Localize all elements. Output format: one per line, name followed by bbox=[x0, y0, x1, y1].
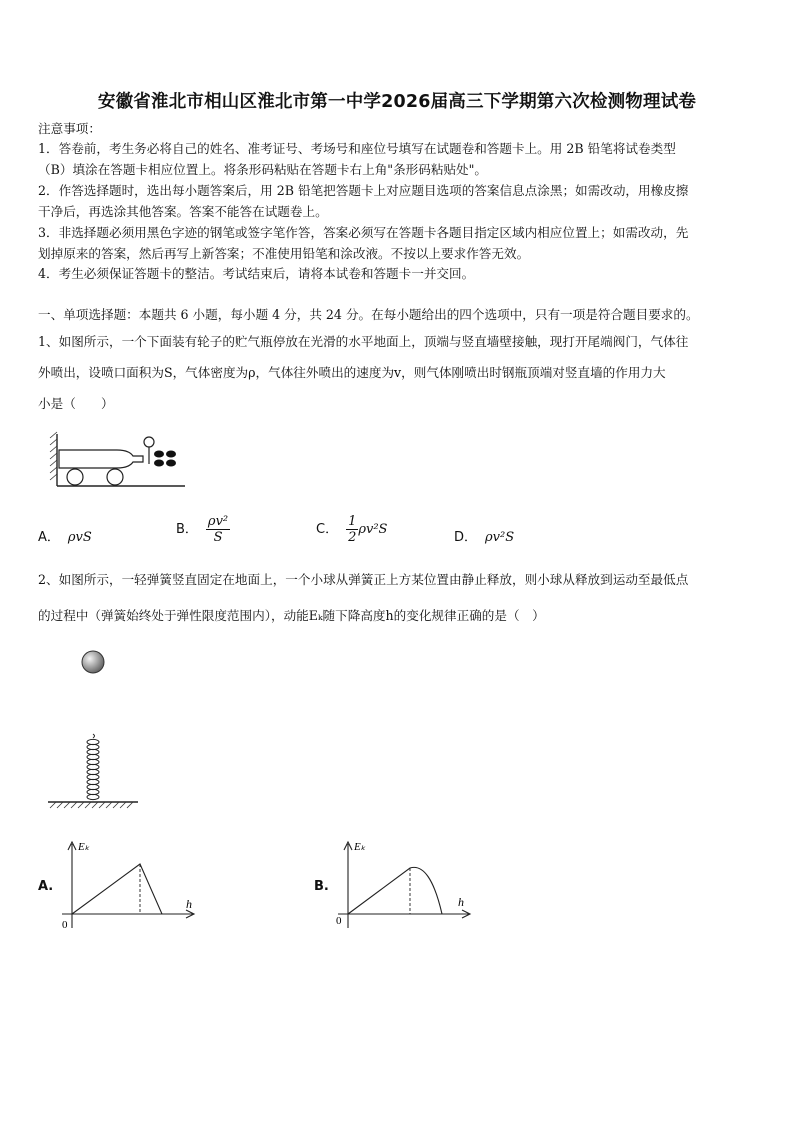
q1-option-c-fraction bbox=[346, 514, 358, 545]
q1-option-b-denominator: S bbox=[213, 530, 223, 545]
notes-heading: 注意事项： bbox=[38, 121, 101, 136]
graph-a bbox=[58, 838, 198, 938]
q1-option-c-numerator: 1 bbox=[348, 514, 357, 529]
q1-option-a-expr: ρvS bbox=[67, 530, 92, 545]
q1-option-a-label: A． bbox=[38, 530, 60, 545]
graph-b-origin: 0 bbox=[336, 915, 342, 927]
q1-option-d[interactable] bbox=[454, 526, 514, 545]
ball-spring-figure bbox=[44, 648, 154, 808]
q1-option-c-label: C． bbox=[316, 522, 339, 537]
q1-option-c-denominator: 2 bbox=[348, 530, 357, 545]
graph-a-ylabel: Eₖ bbox=[78, 841, 90, 853]
page-title: 安徽省淮北市相山区淮北市第一中学2026届高三下学期第六次检测物理试卷 bbox=[97, 92, 697, 112]
note-4: 4．考生必须保证答题卡的整洁。考试结束后，请将本试卷和答题卡一并交回。 bbox=[38, 266, 475, 281]
q1-option-b-numerator: ρv² bbox=[207, 514, 229, 529]
q1-option-d-label: D． bbox=[454, 530, 478, 545]
q1-option-d-expr: ρv²S bbox=[485, 530, 515, 545]
q1-option-b-label: B． bbox=[176, 522, 198, 537]
note-3-line-2: 划掉原来的答案，然后再写上新答案；不准使用铅笔和涂改液。不按以上要求作答无效。 bbox=[38, 246, 530, 261]
graph-b-ylabel: Eₖ bbox=[354, 841, 366, 853]
note-3-line-1: 3．非选择题必须用黑色字迹的钢笔或签字笔作答，答案必须写在答题卡各题目指定区域内相应位置上；如需改动，先 bbox=[38, 225, 689, 240]
graph-a-curve bbox=[72, 864, 162, 914]
q1-option-c-tail: ρv²S bbox=[358, 522, 388, 537]
note-2-line-1: 2．作答选择题时，选出每小题答案后，用 2B 铅笔把答题卡上对应题目选项的答案信息点涂黑；如需改动，用橡皮擦 bbox=[38, 183, 689, 198]
graph-b-label[interactable]: B. bbox=[314, 879, 329, 894]
section-1-heading: 一、单项选择题：本题共 6 小题，每小题 4 分，共 24 分。在每小题给出的四个选项中，只有一项是符合题目要求的。 bbox=[38, 307, 699, 322]
graph-a-label[interactable]: A. bbox=[38, 879, 54, 894]
question-1-line-3: 小是（ ） bbox=[38, 396, 114, 411]
graph-b bbox=[334, 838, 474, 938]
ball bbox=[82, 651, 104, 673]
question-1-line-2: 外喷出，设喷口面积为S，气体密度为ρ，气体往外喷出的速度为v，则气体刚喷出时钢瓶顶端对竖直墙的作用力大 bbox=[38, 365, 666, 380]
graph-a-xlabel: h bbox=[186, 897, 192, 911]
graph-a-origin: 0 bbox=[62, 919, 68, 931]
graph-b-xlabel: h bbox=[458, 895, 464, 909]
q1-option-b[interactable] bbox=[176, 514, 230, 545]
question-2-line-2: 的过程中（弹簧始终处于弹性限度范围内），动能Eₖ随下降高度h的变化规律正确的是（ ） bbox=[38, 608, 545, 623]
question-1-line-1: 1、如图所示，一个下面装有轮子的贮气瓶停放在光滑的水平地面上，顶端与竖直墙壁接触，现打开尾端阀门，气体往 bbox=[38, 334, 689, 349]
note-2-line-2: 干净后，再选涂其他答案。答案不能答在试题卷上。 bbox=[38, 204, 328, 219]
question-2-line-1: 2、如图所示，一轻弹簧竖直固定在地面上，一个小球从弹簧正上方某位置由静止释放，则小球从释放到运动至最低点 bbox=[38, 572, 689, 587]
q1-option-b-fraction bbox=[206, 514, 230, 545]
graph-b-curve bbox=[348, 867, 442, 914]
gas-bottle-figure bbox=[45, 432, 195, 492]
note-1-line-1: 1．答卷前，考生务必将自己的姓名、准考证号、考场号和座位号填写在试题卷和答题卡上。用 2B 铅笔将试卷类型 bbox=[38, 141, 676, 156]
q1-option-a[interactable] bbox=[38, 526, 92, 545]
note-1-line-2: （B）填涂在答题卡相应位置上。将条形码粘贴在答题卡右上角"条形码粘贴处"。 bbox=[38, 162, 488, 177]
q1-option-c[interactable] bbox=[316, 514, 387, 545]
